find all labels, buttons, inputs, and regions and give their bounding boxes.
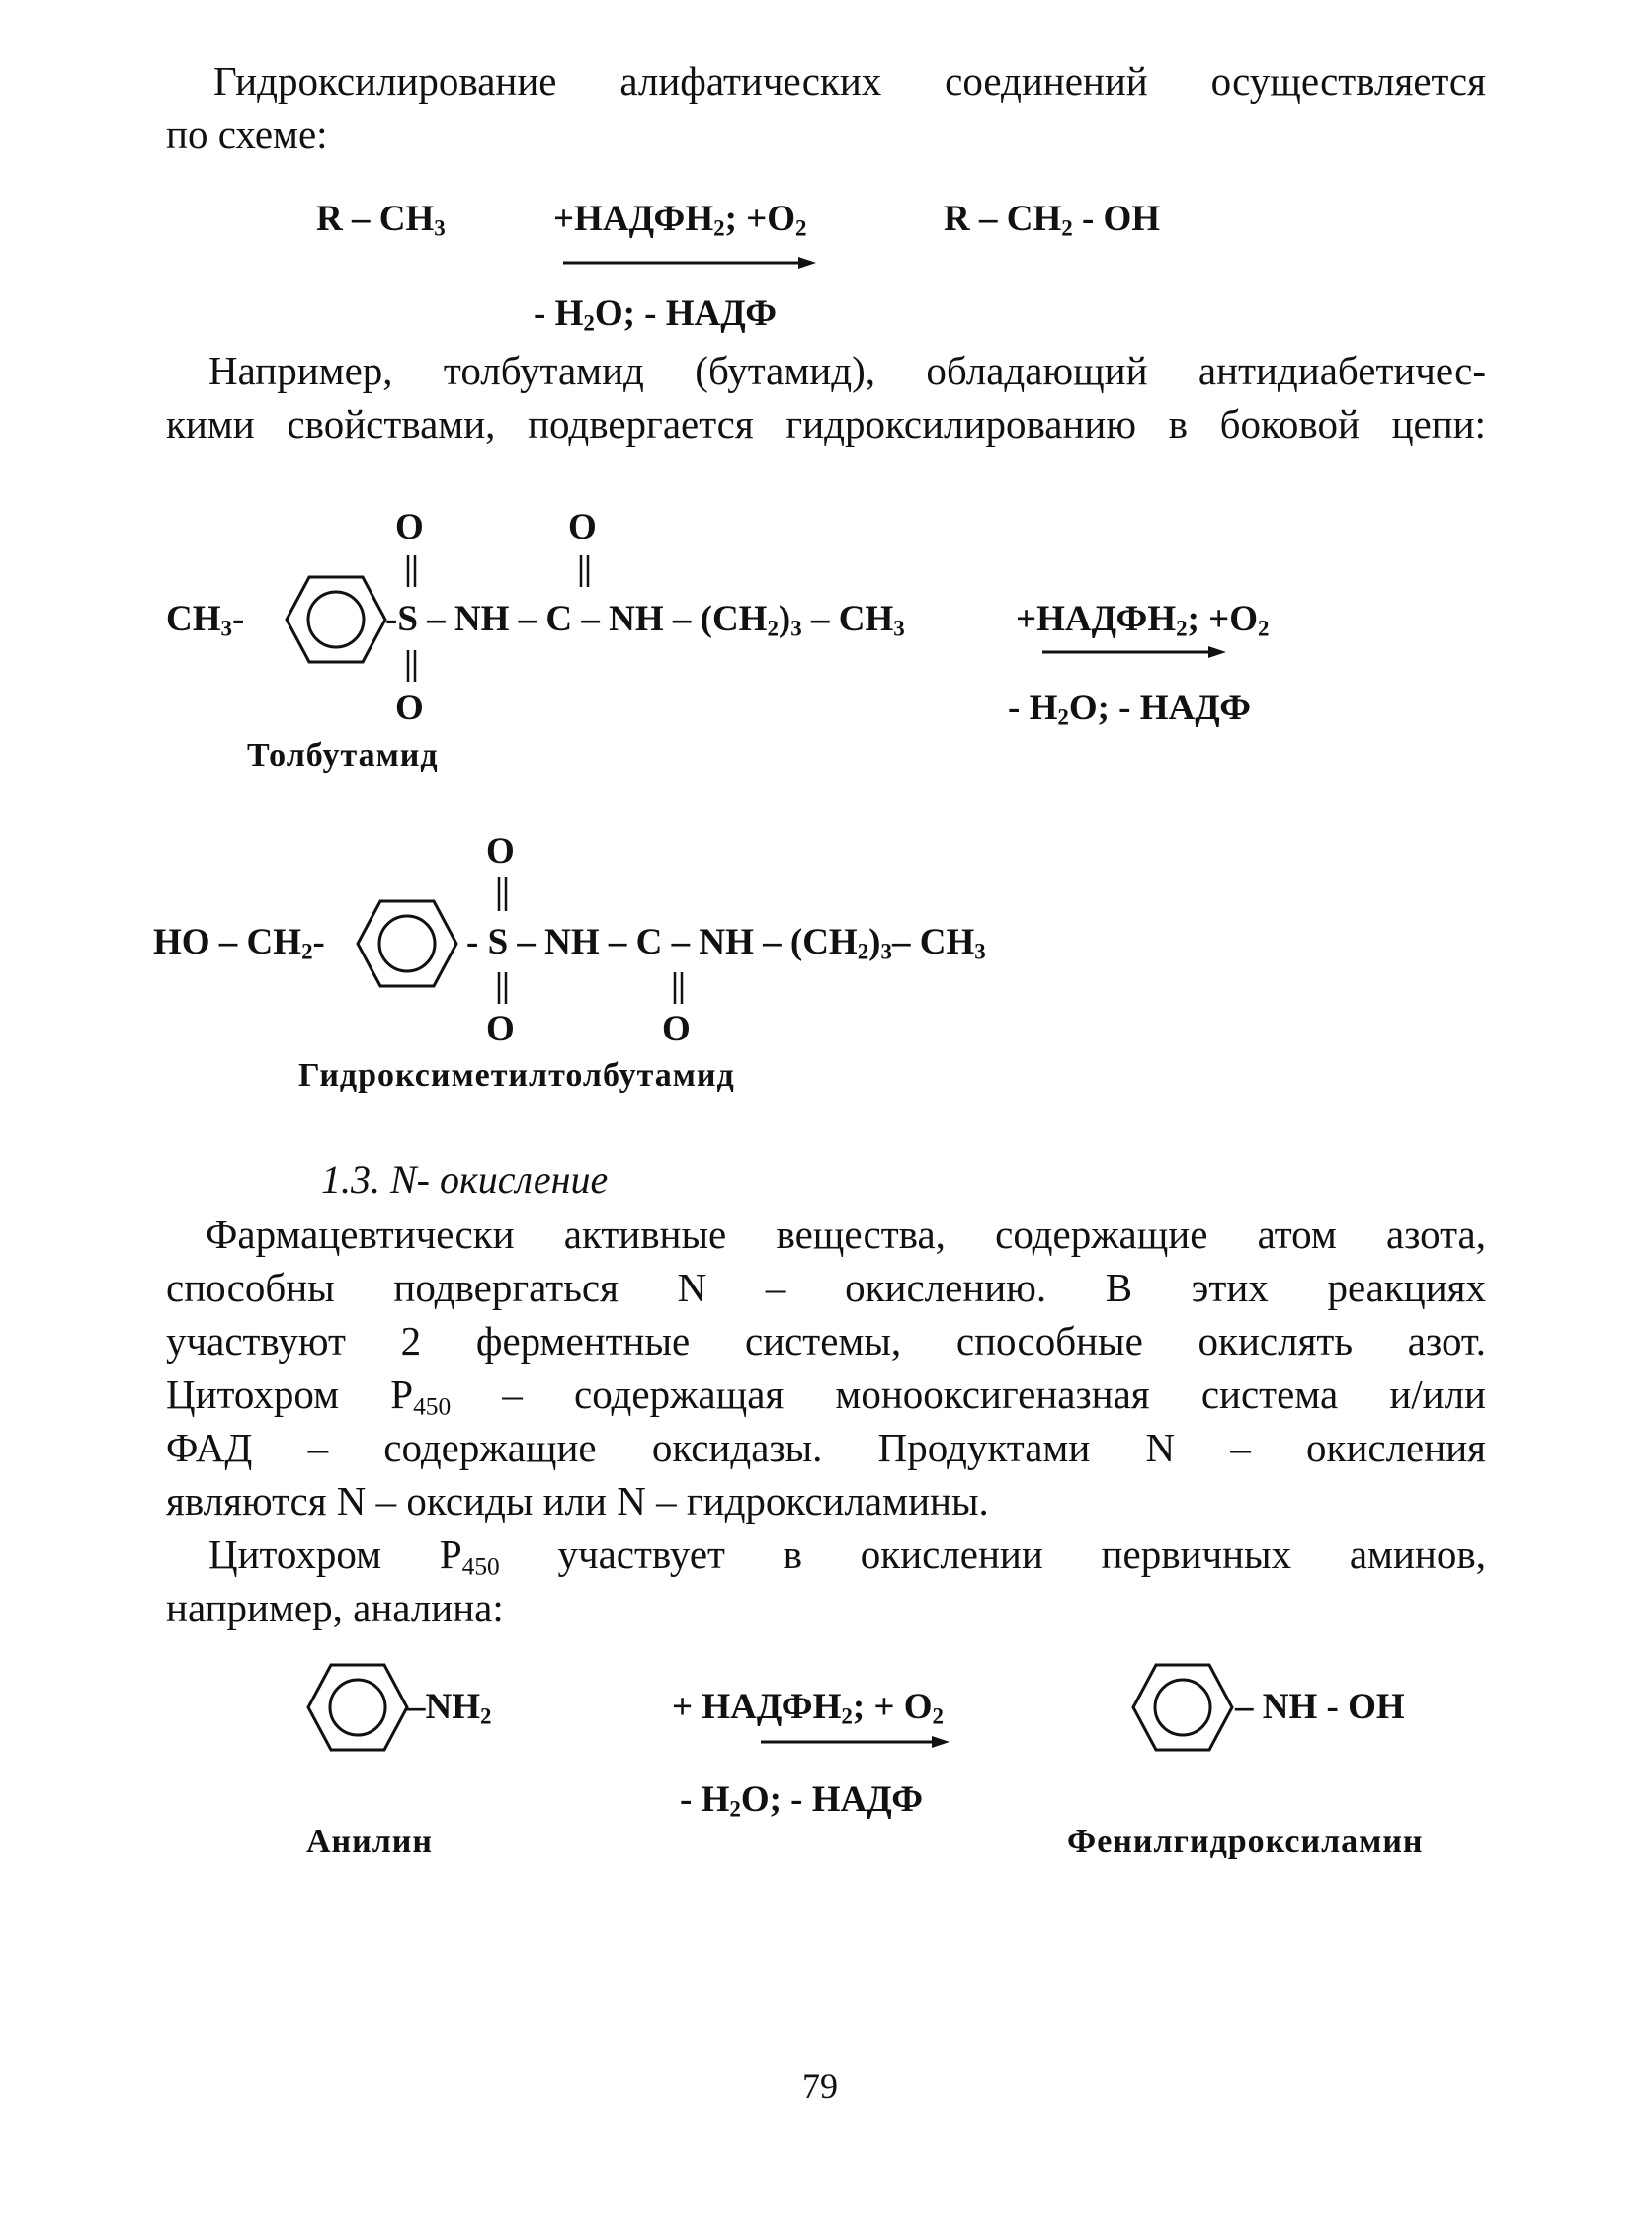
section-paragraph-1 — [166, 1207, 1486, 1528]
aniline-nh2: $-NH_2$ — [407, 1687, 492, 1729]
scheme1-reactant: R – $CH_3$ — [316, 199, 446, 241]
product-nh-oh: – NH - OH — [1235, 1687, 1405, 1727]
tolbutamide-ch3: $CH_3-$ — [166, 599, 245, 641]
hydroxy-o-c-bottom: O — [662, 1009, 691, 1049]
p2-line-1: Цитохром $P_{450}$ участвует в окислении первичных аминов, — [208, 1532, 1486, 1581]
tolbutamide-o-c-top: O — [568, 507, 597, 547]
aniline-byproducts: - $H_2O$; - НАДФ — [680, 1780, 923, 1822]
section-paragraph-2 — [166, 1528, 1486, 1634]
intro-line-1: Гидроксилирование алифатических соединений осуществляется — [213, 58, 1486, 104]
section-heading: 1.3. N- окисление — [321, 1157, 609, 1202]
p1-line-5: ФАД – содержащие оксидазы. Продуктами N – окисления — [166, 1425, 1486, 1470]
tolbutamide-o-s-top: O — [395, 507, 424, 547]
hydroxy-ho-ch2: HO – $CH_2-$ — [153, 922, 325, 964]
aniline-benzene-ring — [289, 1653, 417, 1762]
product-benzene-ring — [1114, 1653, 1242, 1762]
example-line-2: кими свойствами, подвергается гидроксилированию в боковой цепи: — [166, 401, 1486, 447]
scheme1-byproducts: - $H_2O$; - НАДФ — [534, 293, 777, 336]
tolbutamide-o-s-bottom: O — [395, 688, 424, 728]
example-line-1: Например, толбутамид (бутамид), обладающий антидиабетичес- — [208, 348, 1486, 393]
phenylhydroxylamine-name: Фенилгидроксиламин — [1067, 1823, 1424, 1860]
aniline-arrow — [761, 1734, 953, 1750]
scheme1-product: R – $CH_2$ - OH — [944, 199, 1161, 241]
hydroxy-o-s-bottom: O — [486, 1009, 515, 1049]
tolbutamide-name: Толбутамид — [247, 737, 439, 774]
hydroxy-chain: - S – NH – C – NH – $(CH_2)_3-$ $CH_3$ — [466, 922, 986, 964]
page-number: 79 — [802, 2066, 838, 2106]
hydroxy-name: Гидроксиметилтолбутамид — [298, 1057, 735, 1094]
p1-line-3: участвуют 2 ферментные системы, способные окислять азот. — [166, 1318, 1486, 1364]
intro-line-2: по схеме: — [166, 112, 328, 157]
tolbutamide-chain: -S – NH – C – NH – $(CH_2)_3 - CH_3$ — [385, 599, 905, 641]
hydroxy-o-s-top: O — [486, 831, 515, 871]
p1-line-2: способны подвергаться N – окислению. В этих реакциях — [166, 1265, 1486, 1310]
tolbutamide-reagents: $+НАДФН_2$; $+O_2$ — [1016, 599, 1270, 641]
p1-line-6: являются N – оксиды или N – гидроксиламины. — [166, 1478, 989, 1524]
tolbutamide-byproducts: - $H_2O$; - НАДФ — [1008, 688, 1251, 730]
p1-line-1: Фармацевтически активные вещества, содержащие атом азота, — [206, 1211, 1486, 1257]
aniline-reagents: + $НАДФН_2$; + $O_2$ — [672, 1687, 944, 1729]
scheme1-reagents: $+НАДФН_2$; $+O_2$ — [553, 199, 807, 241]
p2-line-2: например, аналина: — [166, 1585, 504, 1630]
p1-line-4: Цитохром $P_{450}$ – содержащая монооксигеназная система и/или — [166, 1371, 1486, 1421]
aniline-name: Анилин — [306, 1823, 433, 1860]
